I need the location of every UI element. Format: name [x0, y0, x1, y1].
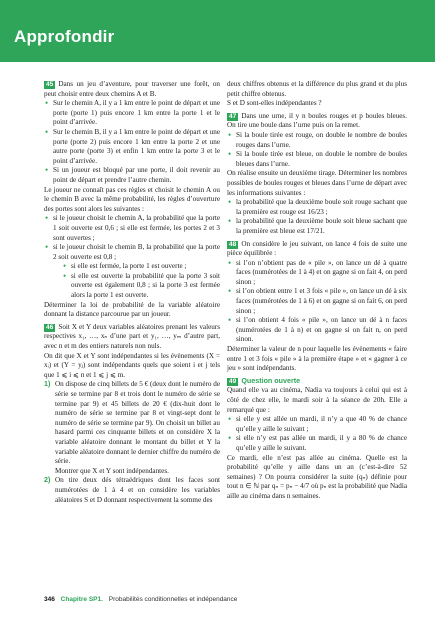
exercise-48-rules — [227, 259, 407, 345]
exercise-number-48: 48 — [229, 240, 237, 248]
list-item: • si elle est fermée, la porte 1 est ouverte ; — [62, 262, 220, 272]
list-item: • Sur le chemin B, il y a 1 km entre le point de départ et une porte (porte 2) puis encore 1 km entre la porte 2 et une autre porte (porte 3) et enfin 1 km entre la porte 3 et le point d’arrivée. — [44, 128, 220, 166]
exercise-45-subcases — [62, 262, 220, 300]
page-number: 346 — [44, 596, 55, 603]
exercise-47-paragraph: On réalise ensuite un deuxième tirage. Déterminer les nombres possibles de boules rouges et bleues dans l’urne de départ avec les informations suivantes : — [227, 169, 407, 197]
list-item: • si elle y est allée un mardi, il n’y a que 40 % de chance qu’elle y aille le suivant ; — [227, 415, 407, 434]
exercise-45-intro: 45 Dans un jeu d’aventure, pour traverser une forêt, on peut choisir entre deux chemins A et B. — [44, 80, 220, 98]
list-item: • si elle est ouverte la probabilité que la porte 3 soit ouverte est également 0,8 ; si la porte 3 est fermée alors la porte 1 est ouverte. — [62, 272, 220, 301]
list-item: • si le joueur choisit le chemin B, la probabilité que la porte 2 soit ouverte est 0,8 ; • si elle est fermée, la porte 1 est ouverte ; • si elle est ouverte la probabilité que la porte 3 soit ouverte est également 0,8 ; si la porte 3 est fermée alors la porte 1 est ouverte. — [44, 243, 220, 301]
exercise-48-intro: 48 On considère le jeu suivant, on lance 4 fois de suite une pièce équilibrée : — [227, 239, 407, 258]
exercise-number-46: 46 — [46, 323, 54, 331]
exercise-46-items — [44, 380, 220, 505]
chapter-title: Probabilités conditionnelles et indépendance — [108, 596, 238, 603]
exercise-number-45: 45 — [46, 81, 54, 88]
exercise-47-intro: 47 Dans une urne, il y n boules rouges et p boules bleues. On tire une boule dans l’urne puis on la remet. — [227, 111, 407, 130]
list-item: • Si un joueur est bloqué par une porte, il doit revenir au point de départ et prendre l’autre chemin. — [44, 166, 220, 185]
open-question-label: Question ouverte — [241, 376, 301, 385]
exercise-49-intro: Quand elle va au cinéma, Nadia va toujours à celui qui est à côté de chez elle, le mardi soir à la séance de 20h. Elle a remarqué que : — [227, 386, 407, 414]
list-item: Montrer que X et Y sont indépendantes. — [55, 466, 169, 475]
list-item: • si l’on n’obtient pas de « pile », on lance un dé à quatre faces (numérotées de 1 à 4) et on gagne si on fait 4, on perd sinon ; — [227, 259, 407, 288]
exercise-49-heading — [227, 377, 407, 387]
exercise-46-question: S et D sont-elles indépendantes ? — [227, 99, 322, 108]
section-title: Approfondir — [14, 27, 115, 46]
list-item: • Sur le chemin A, il y a 1 km entre le point de départ et une porte (porte 1) puis encore 1 km entre la porte 1 et le point d’arrivée. — [44, 99, 220, 128]
page-header — [0, 0, 435, 62]
left-column — [44, 80, 220, 505]
page-footer — [44, 596, 237, 603]
exercise-45-question: Déterminer la loi de probabilité de la variable aléatoire donnant la distance parcourue par un joueur. — [44, 300, 220, 319]
exercise-46-continuation: deux chiffres obtenus et la différence du plus grand et du plus petit chiffre obtenus. — [227, 80, 407, 98]
exercise-49-observations — [227, 415, 407, 453]
exercise-49-question: Ce mardi, elle n’est pas allée au cinéma. Quelle est la probabilité qu’elle y aille dans un an (c’est-à-dire 52 semaines) ? On pourra considérer la suite (qₙ) définie pour tout n ∈ ℕ par qₙ = pₙ − 4/7 où pₙ est la probabilité que Nadia aille au cinéma dans n semaines. — [227, 453, 407, 500]
exercise-number-47: 47 — [229, 112, 237, 120]
exercise-45-paragraph: Le joueur ne connaît pas ces règles et choisit le chemin A ou le chemin B avec la même probabilité, les règles d’ouverture des portes sont alors les suivantes : — [44, 185, 220, 213]
list-item: • Si la boule tirée est rouge, on double le nombre de boules rouges dans l’urne. — [227, 131, 407, 150]
list-item: 1) On dispose de cinq billets de 5 € (deux dont le numéro de série se termine par 8 et trois dont le numéro de série se termine par 9) et 45 billets de 20 € (dix-huit dont le numéro de série se termine par 8 et vingt-sept dont le numéro de série se termine par 9). On choisit un billet au hasard parmi ces cinquante billets et on considère X la variable aléatoire donnant le montant du billet et Y la variable aléatoire donnant le dernier chiffre du numéro de série. — [44, 380, 220, 466]
list-item: • la probabilité que la deuxième boule soit bleue sachant que la première est bleue est 17/21. — [227, 217, 407, 236]
exercise-47-conditions — [227, 198, 407, 236]
list-item: • si l’on obtient 4 fois « pile », on lance un dé à n faces (numérotées de 1 à n) et on gagne si on fait n, on perd sinon. — [227, 316, 407, 345]
chapter-label: Chapitre SP1. — [60, 596, 103, 603]
list-item: • si l’on obtient entre 1 et 3 fois « pile », on lance un dé à six faces (numérotées de 1 à 6) et on gagne si on fait 6, on perd sinon ; — [227, 287, 407, 316]
exercise-47-rules — [227, 131, 407, 169]
exercise-45-cases — [44, 214, 220, 300]
list-item: 2) On tire deux dés tétraédriques dont les faces sont numérotées de 1 à 4 et on considère les variables aléatoires S et D donnant respectivement la somme des — [44, 476, 220, 504]
exercise-46-intro: 46 Soit X et Y deux variables aléatoires prenant les valeurs respectives x₁, …, xₙ d’une part et y₁, …, yₘ d’autre part, avec n et m des entiers naturels non nuls. — [44, 322, 220, 351]
exercise-number-49: 49 — [229, 377, 237, 385]
exercise-46-definition: On dit que X et Y sont indépendantes si les évènements (X = xᵢ) et (Y = yⱼ) sont indépendants quels que soient i et j tels que 1 ⩽ i ⩽ n et 1 ⩽ j ⩽ m. — [44, 351, 220, 379]
right-column — [227, 80, 407, 502]
list-item: • la probabilité que la deuxième boule soit rouge sachant que la première est rouge est 16/23 ; — [227, 198, 407, 217]
list-item: • si le joueur choisit le chemin A, la probabilité que la porte 1 soit ouverte est 0,6 ; si elle est fermée, les portes 2 et 3 sont ouvertes ; — [44, 214, 220, 243]
exercise-45-rules — [44, 99, 220, 185]
list-item: • Si la boule tirée est bleue, on double le nombre de boules bleues dans l’urne. — [227, 150, 407, 169]
exercise-48-question: Déterminer la valeur de n pour laquelle les évènements « faire entre 1 et 3 fois « pile » à la première étape » et « gagner à ce jeu » sont indépendants. — [227, 345, 407, 373]
list-item: • si elle n’y est pas allée un mardi, il y a 80 % de chance qu’elle y aille le suivant. — [227, 434, 407, 453]
